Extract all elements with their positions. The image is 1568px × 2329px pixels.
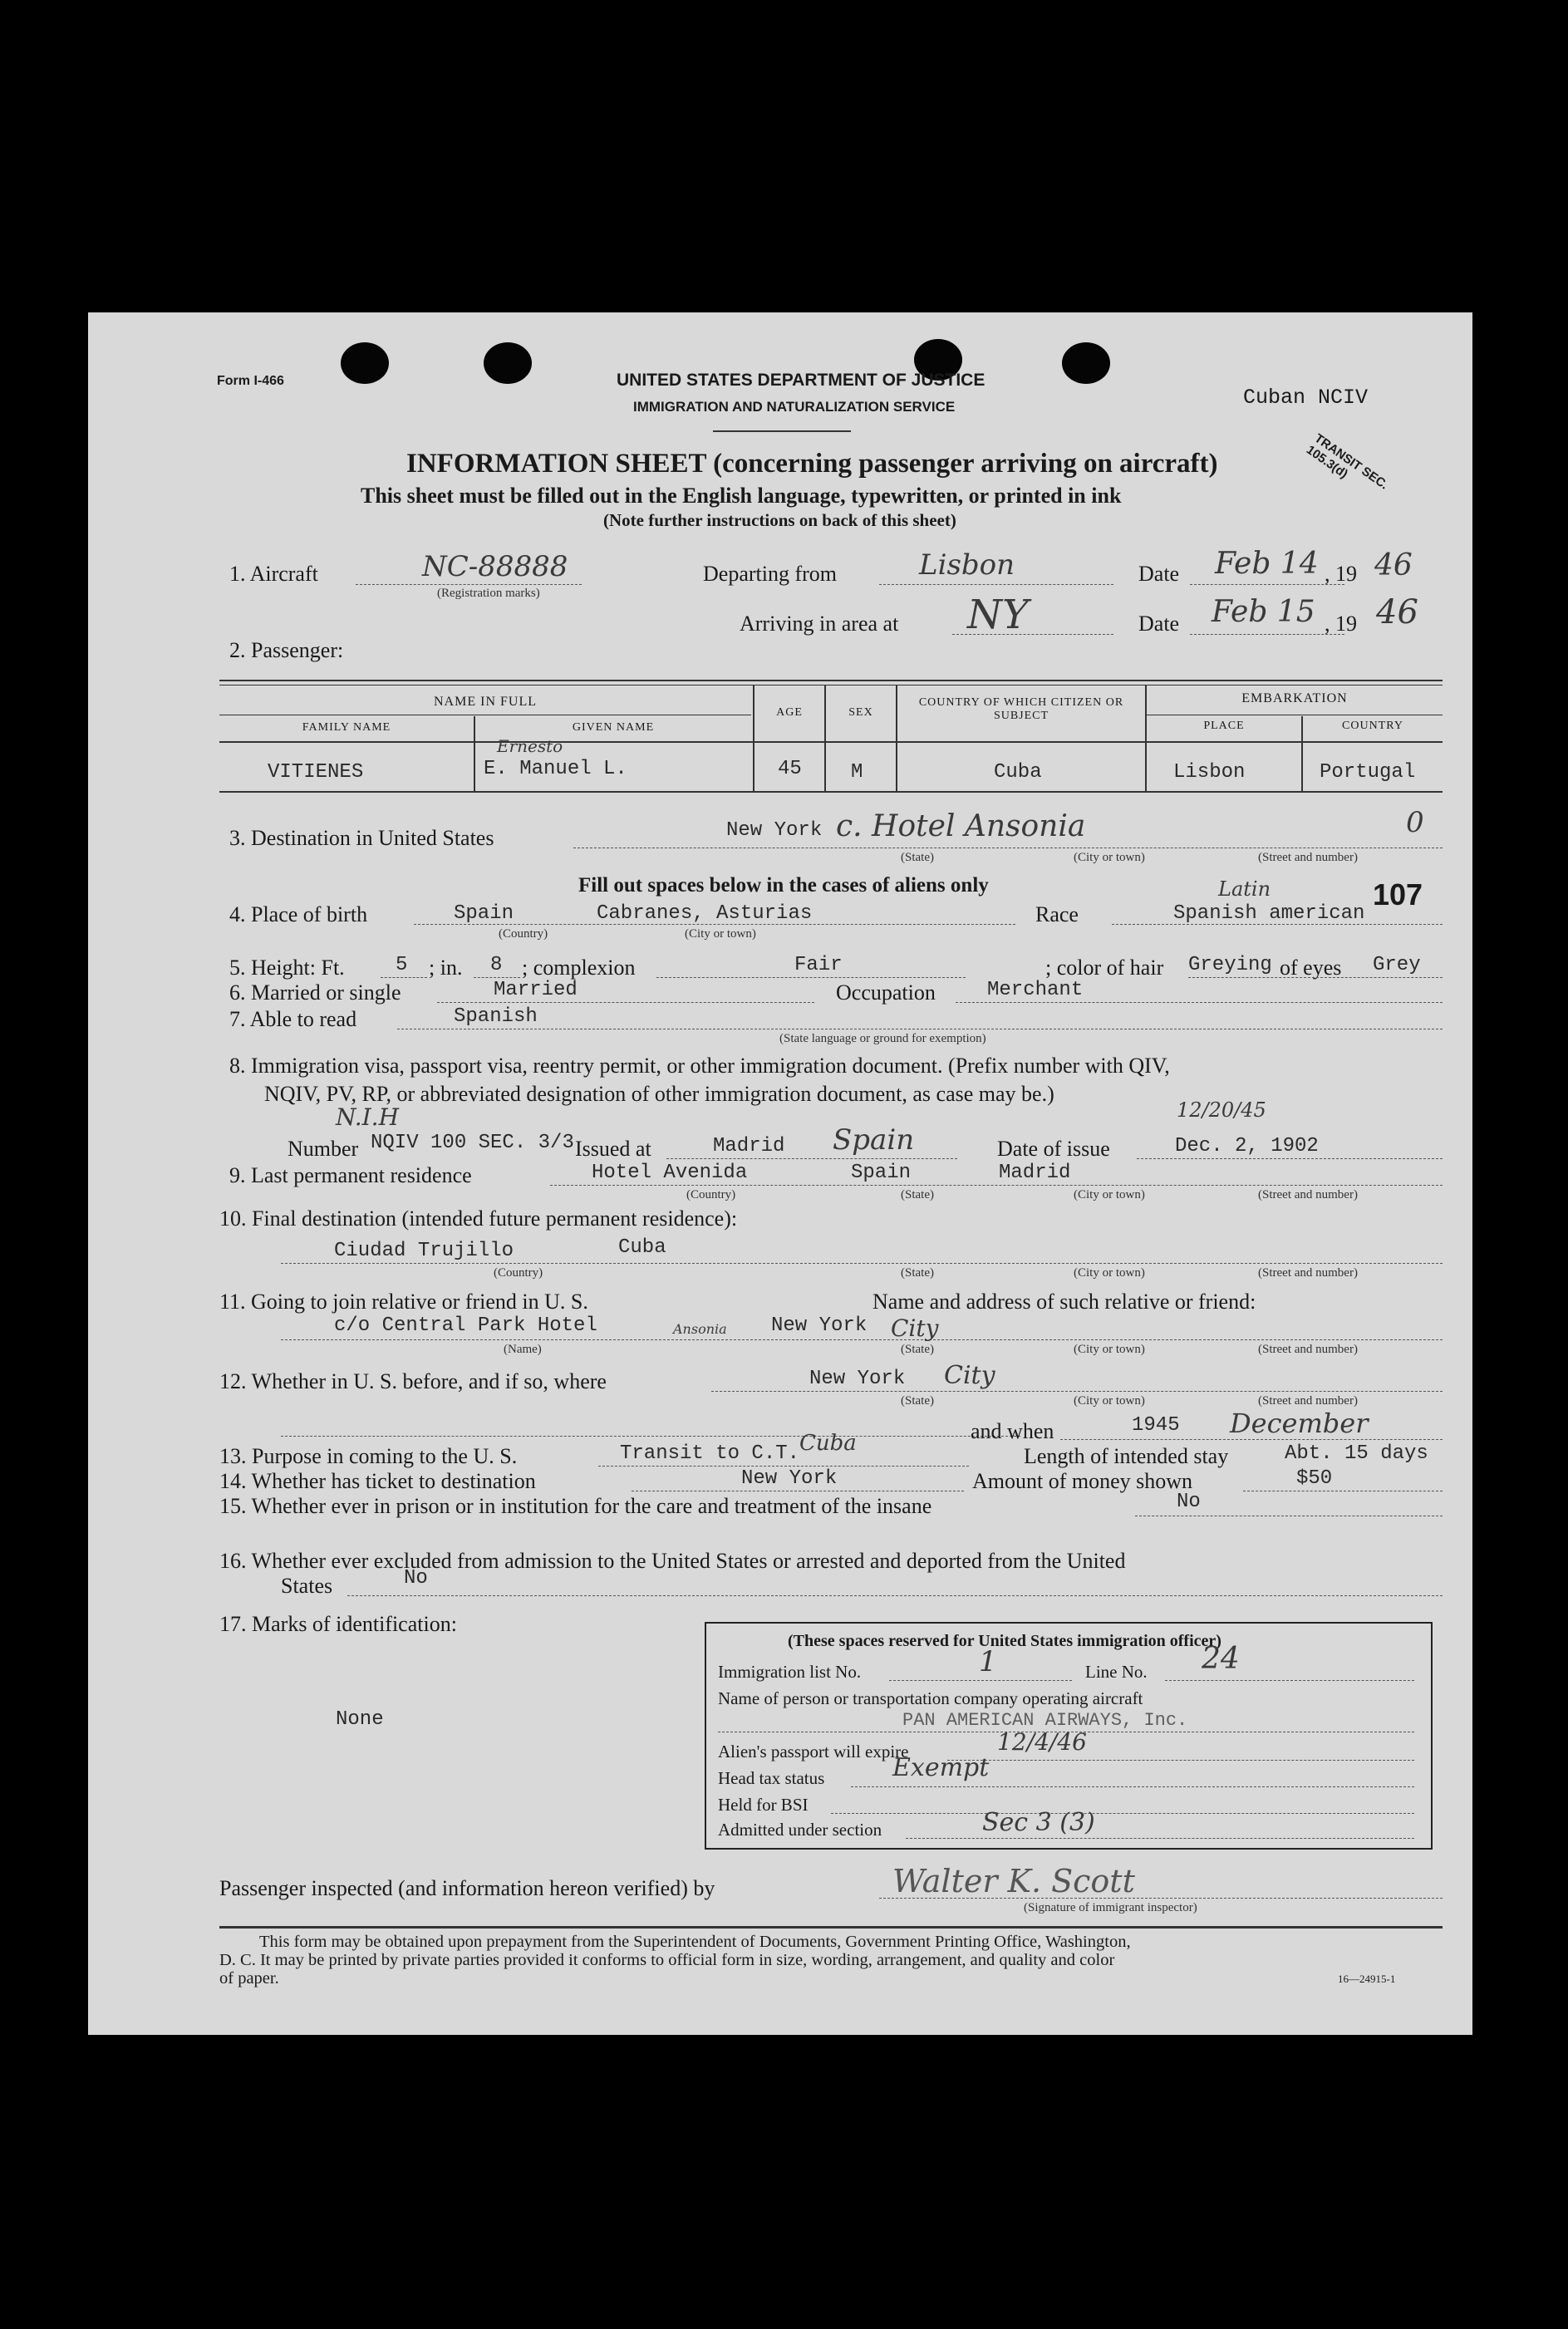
cap-street: (Street and number)	[1258, 1394, 1358, 1408]
aircraft-label: 1. Aircraft	[229, 562, 318, 586]
th-name-in-full: NAME IN FULL	[434, 695, 537, 709]
th-country-citizen: COUNTRY OF WHICH CITIZEN OR SUBJECT	[918, 696, 1124, 722]
table-subheader-rule	[219, 741, 1443, 743]
visa-number-label: Number	[288, 1137, 359, 1161]
when-label: and when	[971, 1419, 1054, 1443]
footer-rule	[219, 1926, 1443, 1929]
information-sheet	[88, 312, 1472, 2035]
issue-date-label: Date of issue	[997, 1137, 1110, 1161]
punch-hole	[341, 342, 389, 384]
arriving-year: 46	[1376, 593, 1418, 631]
cap-street: (Street and number)	[1258, 1343, 1358, 1356]
join-value2: New York	[771, 1314, 868, 1337]
read-value: Spanish	[454, 1005, 538, 1028]
issued-label: Issued at	[575, 1137, 651, 1161]
departing-date: Feb 14	[1215, 547, 1319, 581]
signature-caption: (Signature of immigrant inspector)	[1024, 1901, 1197, 1914]
final-dest-value1: Ciudad Trujillo	[334, 1240, 514, 1262]
residence-label: 9. Last permanent residence	[229, 1163, 472, 1187]
complexion-label: ; complexion	[522, 956, 636, 980]
residence-value3: Madrid	[999, 1162, 1071, 1184]
before-line	[711, 1391, 1443, 1392]
excluded-text1: 16. Whether ever excluded from admission to the United States or arrested and deported from the United	[219, 1549, 1126, 1573]
race-value: Spanish american	[1173, 902, 1365, 925]
purpose-value: Transit to C.T.	[620, 1442, 800, 1465]
final-dest-value2: Cuba	[618, 1236, 666, 1259]
join-value-note: Ansonia	[673, 1321, 727, 1337]
cap-state: (State)	[901, 1266, 934, 1280]
occupation-line	[956, 1002, 1443, 1003]
table-col-sep	[824, 685, 826, 791]
issued-note: Spain	[833, 1123, 915, 1157]
arriving-date: Feb 15	[1212, 595, 1315, 629]
issue-date-line	[1137, 1158, 1443, 1159]
cap-state: (State)	[901, 1188, 934, 1201]
hair-value: Greying	[1188, 954, 1272, 976]
footer-line2: D. C. It may be printed by private parties provided it conforms to official form in size, wording, arrangement, and quality and color	[219, 1951, 1115, 1969]
cap-country: (Country)	[686, 1188, 736, 1201]
cell-sex: M	[851, 761, 863, 784]
birthplace-city: Cabranes, Asturias	[597, 902, 813, 925]
eyes-value: Grey	[1373, 954, 1421, 976]
cap-street: (Street and number)	[1258, 1188, 1358, 1201]
final-dest-label: 10. Final destination (intended future permanent residence):	[219, 1206, 738, 1231]
th-embarkation: EMBARKATION	[1241, 691, 1348, 705]
join-label: 11. Going to join relative or friend in U. S.	[219, 1290, 588, 1314]
cap-city: (City or town)	[1074, 1394, 1145, 1408]
cap-name: (Name)	[504, 1343, 542, 1356]
cell-place: Lisbon	[1173, 761, 1246, 784]
visa-number-note: N.I.H	[336, 1103, 399, 1131]
footer-code: 16—24915-1	[1338, 1973, 1396, 1985]
race-label: Race	[1035, 902, 1079, 926]
excluded-text2: States	[281, 1574, 333, 1598]
before-value-note: City	[944, 1361, 995, 1390]
arriving-date-label: Date	[1138, 612, 1180, 636]
final-dest-line	[281, 1263, 1443, 1264]
destination-number: 0	[1406, 806, 1424, 839]
marital-value: Married	[494, 979, 578, 1001]
footer-line3: of paper.	[219, 1969, 279, 1988]
th-country: COUNTRY	[1342, 720, 1403, 732]
arriving-value: NY	[967, 592, 1029, 638]
page-note: (Note further instructions on back of this sheet)	[603, 510, 956, 530]
bsi-line	[831, 1813, 1414, 1814]
line-label: Line No.	[1085, 1662, 1148, 1682]
page-subtitle: This sheet must be filled out in the English language, typewritten, or printed in ink	[361, 484, 1122, 508]
read-label: 7. Able to read	[229, 1007, 357, 1031]
excluded-line	[347, 1595, 1443, 1596]
ft-line	[381, 977, 427, 978]
agency-line1: UNITED STATES DEPARTMENT OF JUSTICE	[617, 371, 986, 390]
cell-country: Portugal	[1320, 761, 1416, 784]
cap-city: (City or town)	[1074, 1343, 1145, 1356]
passenger-label: 2. Passenger:	[229, 638, 344, 662]
issued-line	[666, 1158, 957, 1159]
purpose-note: Cuba	[799, 1431, 857, 1456]
line-value: 24	[1202, 1642, 1240, 1676]
punch-hole	[484, 342, 532, 384]
before-label: 12. Whether in U. S. before, and if so, where	[219, 1369, 607, 1393]
passport-value: 12/4/46	[997, 1728, 1087, 1756]
cap-street: (Street and number)	[1258, 1266, 1358, 1280]
cap-city: (City or town)	[1074, 851, 1145, 864]
aircraft-line	[356, 584, 582, 585]
hair-line	[1188, 977, 1443, 978]
bsi-label: Held for BSI	[718, 1795, 809, 1815]
th-given-name: GIVEN NAME	[572, 721, 655, 734]
ticket-value: New York	[741, 1467, 838, 1490]
when-value: 1945	[1132, 1414, 1180, 1437]
head-tax-line	[851, 1786, 1414, 1787]
head-tax-label: Head tax status	[718, 1768, 825, 1788]
departing-value: Lisbon	[919, 548, 1015, 582]
passport-label: Alien's passport will expire	[718, 1742, 909, 1761]
list-line	[889, 1680, 1072, 1681]
table-bottom-rule	[219, 791, 1443, 793]
complexion-line	[656, 977, 966, 978]
departing-date-label: Date	[1138, 562, 1180, 586]
read-caption: (State language or ground for exemption)	[779, 1032, 986, 1045]
departing-line	[879, 584, 1113, 585]
stay-label: Length of intended stay	[1024, 1444, 1229, 1468]
marks-label: 17. Marks of identification:	[219, 1612, 457, 1636]
page-title: INFORMATION SHEET (concerning passenger arriving on aircraft)	[406, 449, 1218, 479]
occupation-value: Merchant	[987, 979, 1084, 1001]
visa-number-value: NQIV 100 SEC. 3/3	[371, 1132, 574, 1154]
inspected-label: Passenger inspected (and information hereon verified) by	[219, 1876, 715, 1900]
visa-text2: NQIV, PV, RP, or abbreviated designation of other immigration document, as case may be.)	[264, 1082, 1054, 1106]
th-place: PLACE	[1203, 720, 1245, 732]
issued-value: Madrid	[713, 1135, 785, 1157]
join-value2-note: City	[891, 1314, 939, 1342]
prison-value: No	[1177, 1491, 1201, 1513]
destination-city: c. Hotel Ansonia	[836, 809, 1086, 843]
list-label: Immigration list No.	[718, 1662, 862, 1682]
head-tax-value: Exempt	[892, 1753, 990, 1782]
visa-date-note: 12/20/45	[1177, 1098, 1266, 1122]
cap-city: (City or town)	[1074, 1188, 1145, 1201]
stay-value: Abt. 15 days	[1285, 1442, 1428, 1465]
th-age: AGE	[776, 706, 803, 719]
agency-line2: IMMIGRATION AND NATURALIZATION SERVICE	[633, 399, 956, 415]
cap-state: (State)	[901, 1343, 934, 1356]
cap-country: (Country)	[494, 1266, 543, 1280]
destination-state: New York	[726, 819, 823, 842]
residence-line	[550, 1185, 1443, 1186]
marks-value: None	[336, 1708, 384, 1731]
corner-note: Cuban NCIV	[1243, 386, 1369, 410]
join-value: c/o Central Park Hotel	[334, 1314, 597, 1337]
cap-state: (State)	[901, 1394, 934, 1408]
cap-city: (City or town)	[685, 927, 756, 941]
marital-line	[437, 1002, 814, 1003]
passport-line	[947, 1760, 1414, 1761]
join-line	[281, 1339, 1443, 1340]
height-ft: 5	[396, 954, 408, 976]
residence-value2: Spain	[851, 1162, 912, 1184]
punch-hole	[1062, 342, 1110, 384]
cell-given-note: Ernesto	[497, 736, 563, 756]
when-line	[1060, 1439, 1443, 1440]
purpose-line	[598, 1466, 969, 1467]
inspector-signature: Walter K. Scott	[892, 1863, 1135, 1899]
officer-box-heading: (These spaces reserved for United States immigration officer)	[788, 1632, 1221, 1650]
prison-label: 15. Whether ever in prison or in institution for the care and treatment of the insane	[219, 1494, 932, 1518]
departing-year: 46	[1374, 548, 1413, 582]
cell-citizen: Cuba	[994, 761, 1042, 784]
join-label2: Name and address of such relative or friend:	[872, 1290, 1256, 1314]
cap-state: (State)	[901, 851, 934, 864]
aliens-heading: Fill out spaces below in the cases of aliens only	[578, 874, 989, 897]
footer-line1: This form may be obtained upon prepayment from the Superintendent of Documents, Government Printing Office, Washington,	[259, 1933, 1131, 1951]
departing-label: Departing from	[703, 562, 838, 586]
race-note: Latin	[1218, 877, 1271, 901]
excluded-value: No	[404, 1567, 428, 1590]
operator-label: Name of person or transportation company operating aircraft	[718, 1688, 1143, 1708]
purpose-label: 13. Purpose in coming to the U. S.	[219, 1444, 518, 1468]
th-family-name: FAMILY NAME	[302, 721, 391, 734]
height-in: 8	[490, 954, 503, 976]
cap-street: (Street and number)	[1258, 851, 1358, 864]
height-label: 5. Height: Ft.	[229, 956, 345, 980]
cell-given: E. Manuel L.	[484, 758, 627, 780]
destination-label: 3. Destination in United States	[229, 826, 494, 850]
admitted-line	[906, 1838, 1414, 1839]
table-col-sep	[896, 685, 897, 791]
admitted-label: Admitted under section	[718, 1820, 882, 1840]
ticket-label: 14. Whether has ticket to destination	[219, 1469, 536, 1493]
cap-city: (City or town)	[1074, 1266, 1145, 1280]
arriving-year-prefix: , 19	[1325, 612, 1357, 636]
form-id: Form I-466	[217, 374, 284, 388]
table-col-sep	[753, 685, 755, 791]
list-value: 1	[979, 1645, 997, 1678]
line-line	[1165, 1680, 1414, 1681]
operator-value: PAN AMERICAN AIRWAYS, Inc.	[902, 1710, 1188, 1731]
admitted-value: Sec 3 (3)	[982, 1808, 1095, 1837]
departing-year-prefix: , 19	[1325, 562, 1357, 586]
departing-date-line	[1190, 584, 1344, 585]
money-label: Amount of money shown	[972, 1469, 1193, 1493]
cell-family: VITIENES	[268, 761, 364, 784]
th-sex: SEX	[848, 706, 873, 719]
header-rule	[713, 430, 851, 432]
hair-label: ; color of hair	[1045, 956, 1164, 980]
money-value: $50	[1296, 1467, 1333, 1490]
marital-label: 6. Married or single	[229, 980, 401, 1005]
race-code: 107	[1373, 877, 1423, 911]
in-label: ; in.	[429, 956, 463, 980]
table-top-rule	[219, 680, 1443, 681]
before-line2	[281, 1436, 1020, 1437]
complexion-value: Fair	[794, 954, 843, 976]
visa-text1: 8. Immigration visa, passport visa, reentry permit, or other immigration document. (Prefix number with QIV,	[229, 1054, 1170, 1078]
in-line	[474, 977, 520, 978]
arriving-date-line	[1190, 634, 1344, 635]
aircraft-value: NC-88888	[422, 550, 568, 583]
aircraft-caption: (Registration marks)	[437, 587, 540, 600]
when-note: December	[1230, 1408, 1369, 1439]
birthplace-country: Spain	[454, 902, 514, 925]
birthplace-label: 4. Place of birth	[229, 902, 368, 926]
cell-age: 45	[778, 758, 802, 780]
eyes-label: of eyes	[1280, 956, 1342, 980]
cap-country: (Country)	[499, 927, 548, 941]
occupation-label: Occupation	[836, 980, 936, 1005]
arriving-label: Arriving in area at	[740, 612, 899, 636]
before-value: New York	[809, 1368, 906, 1390]
issue-date-value: Dec. 2, 1902	[1175, 1135, 1319, 1157]
transit-stamp: TRANSIT SEC. 105.3(d)	[1303, 430, 1391, 493]
residence-value1: Hotel Avenida	[592, 1162, 748, 1184]
